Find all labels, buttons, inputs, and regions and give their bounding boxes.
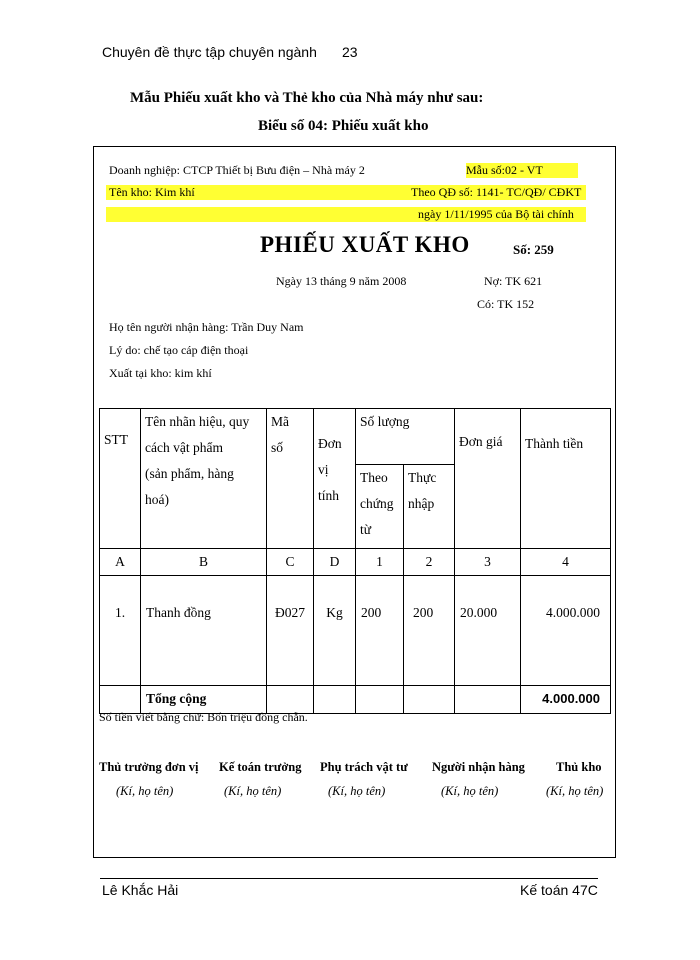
code-cell: B bbox=[141, 549, 267, 576]
receiver-line: Họ tên người nhận hàng: Trần Duy Nam bbox=[109, 320, 304, 334]
document-date: Ngày 13 tháng 9 năm 2008 bbox=[276, 274, 407, 288]
intro-heading: Mẫu Phiếu xuất kho và Thẻ kho của Nhà máy như sau: bbox=[130, 90, 484, 106]
total-blank bbox=[455, 686, 521, 714]
warehouse-name: Tên kho: Kim khí bbox=[109, 185, 195, 199]
code-cell: A bbox=[100, 549, 141, 576]
header-stt: STT bbox=[100, 409, 141, 549]
credit-account: Có: TK 152 bbox=[477, 297, 535, 311]
total-value: 4.000.000 bbox=[521, 686, 611, 714]
table-row bbox=[100, 576, 611, 686]
row-qty-doc: 200 bbox=[356, 576, 404, 686]
code-cell: 1 bbox=[356, 549, 404, 576]
template-code: Mẫu số:02 - VT bbox=[466, 163, 578, 178]
header-qty-actual: Thực nhập bbox=[404, 465, 455, 549]
code-cell: C bbox=[267, 549, 314, 576]
amount-in-words: Số tiền viết bằng chữ: Bốn triệu đồng chẵn. bbox=[99, 710, 308, 724]
header-name: Tên nhãn hiệu, quy cách vật phẩm (sản phẩm, hàng hoá) bbox=[141, 409, 267, 549]
row-qty-actual: 200 bbox=[404, 576, 455, 686]
items-table bbox=[99, 408, 611, 714]
row-name: Thanh đồng bbox=[141, 576, 267, 686]
header-unit: Đơn vị tính bbox=[314, 409, 356, 549]
row-price: 20.000 bbox=[455, 576, 521, 686]
figure-caption: Biểu số 04: Phiếu xuất kho bbox=[258, 118, 429, 134]
reason-line: Lý do: chế tạo cáp điện thoại bbox=[109, 343, 249, 357]
column-code-row bbox=[100, 549, 611, 576]
row-code: Đ027 bbox=[267, 576, 314, 686]
total-blank bbox=[314, 686, 356, 714]
signature-title: Thủ trưởng đơn vị bbox=[99, 760, 199, 774]
signature-title: Người nhận hàng bbox=[432, 760, 525, 774]
row-total: 4.000.000 bbox=[521, 576, 611, 686]
debit-account: Nợ: TK 621 bbox=[484, 274, 543, 288]
signature-title: Thủ kho bbox=[556, 760, 602, 774]
header-total: Thành tiền bbox=[521, 409, 611, 549]
footer-divider bbox=[100, 878, 598, 879]
signature-note: (Kí, họ tên) bbox=[546, 784, 604, 798]
signature-note: (Kí, họ tên) bbox=[224, 784, 282, 798]
header-code: Mã số bbox=[267, 409, 314, 549]
page-header-title: Chuyên đề thực tập chuyên ngành bbox=[102, 44, 317, 60]
total-label: Tổng cộng bbox=[141, 686, 267, 714]
code-cell: D bbox=[314, 549, 356, 576]
page-number: 23 bbox=[342, 44, 358, 60]
header-quantity: Số lượng bbox=[356, 409, 455, 465]
signature-title: Phụ trách vật tư bbox=[320, 760, 408, 774]
signature-title: Kế toán trưởng bbox=[219, 760, 302, 774]
row-unit: Kg bbox=[314, 576, 356, 686]
document-title: PHIẾU XUẤT KHO bbox=[260, 232, 470, 257]
company-line: Doanh nghiệp: CTCP Thiết bị Bưu điện – Nhà máy 2 bbox=[109, 163, 365, 177]
decision-line-2: ngày 1/11/1995 của Bộ tài chính bbox=[418, 207, 574, 221]
footer-author: Lê Khắc Hải bbox=[102, 882, 179, 898]
header-qty-doc: Theo chứng từ bbox=[356, 465, 404, 549]
code-cell: 2 bbox=[404, 549, 455, 576]
signature-note: (Kí, họ tên) bbox=[328, 784, 386, 798]
header-price: Đơn giá bbox=[455, 409, 521, 549]
total-blank bbox=[404, 686, 455, 714]
signature-note: (Kí, họ tên) bbox=[441, 784, 499, 798]
header-row bbox=[100, 409, 611, 465]
total-blank bbox=[356, 686, 404, 714]
code-cell: 3 bbox=[455, 549, 521, 576]
row-stt: 1. bbox=[100, 576, 141, 686]
document-number: Số: 259 bbox=[513, 242, 554, 257]
footer-class: Kế toán 47C bbox=[520, 882, 598, 898]
issued-at-line: Xuất tại kho: kim khí bbox=[109, 366, 212, 380]
signature-note: (Kí, họ tên) bbox=[116, 784, 174, 798]
decision-line-1: Theo QĐ số: 1141- TC/QĐ/ CĐKT bbox=[411, 185, 582, 199]
code-cell: 4 bbox=[521, 549, 611, 576]
